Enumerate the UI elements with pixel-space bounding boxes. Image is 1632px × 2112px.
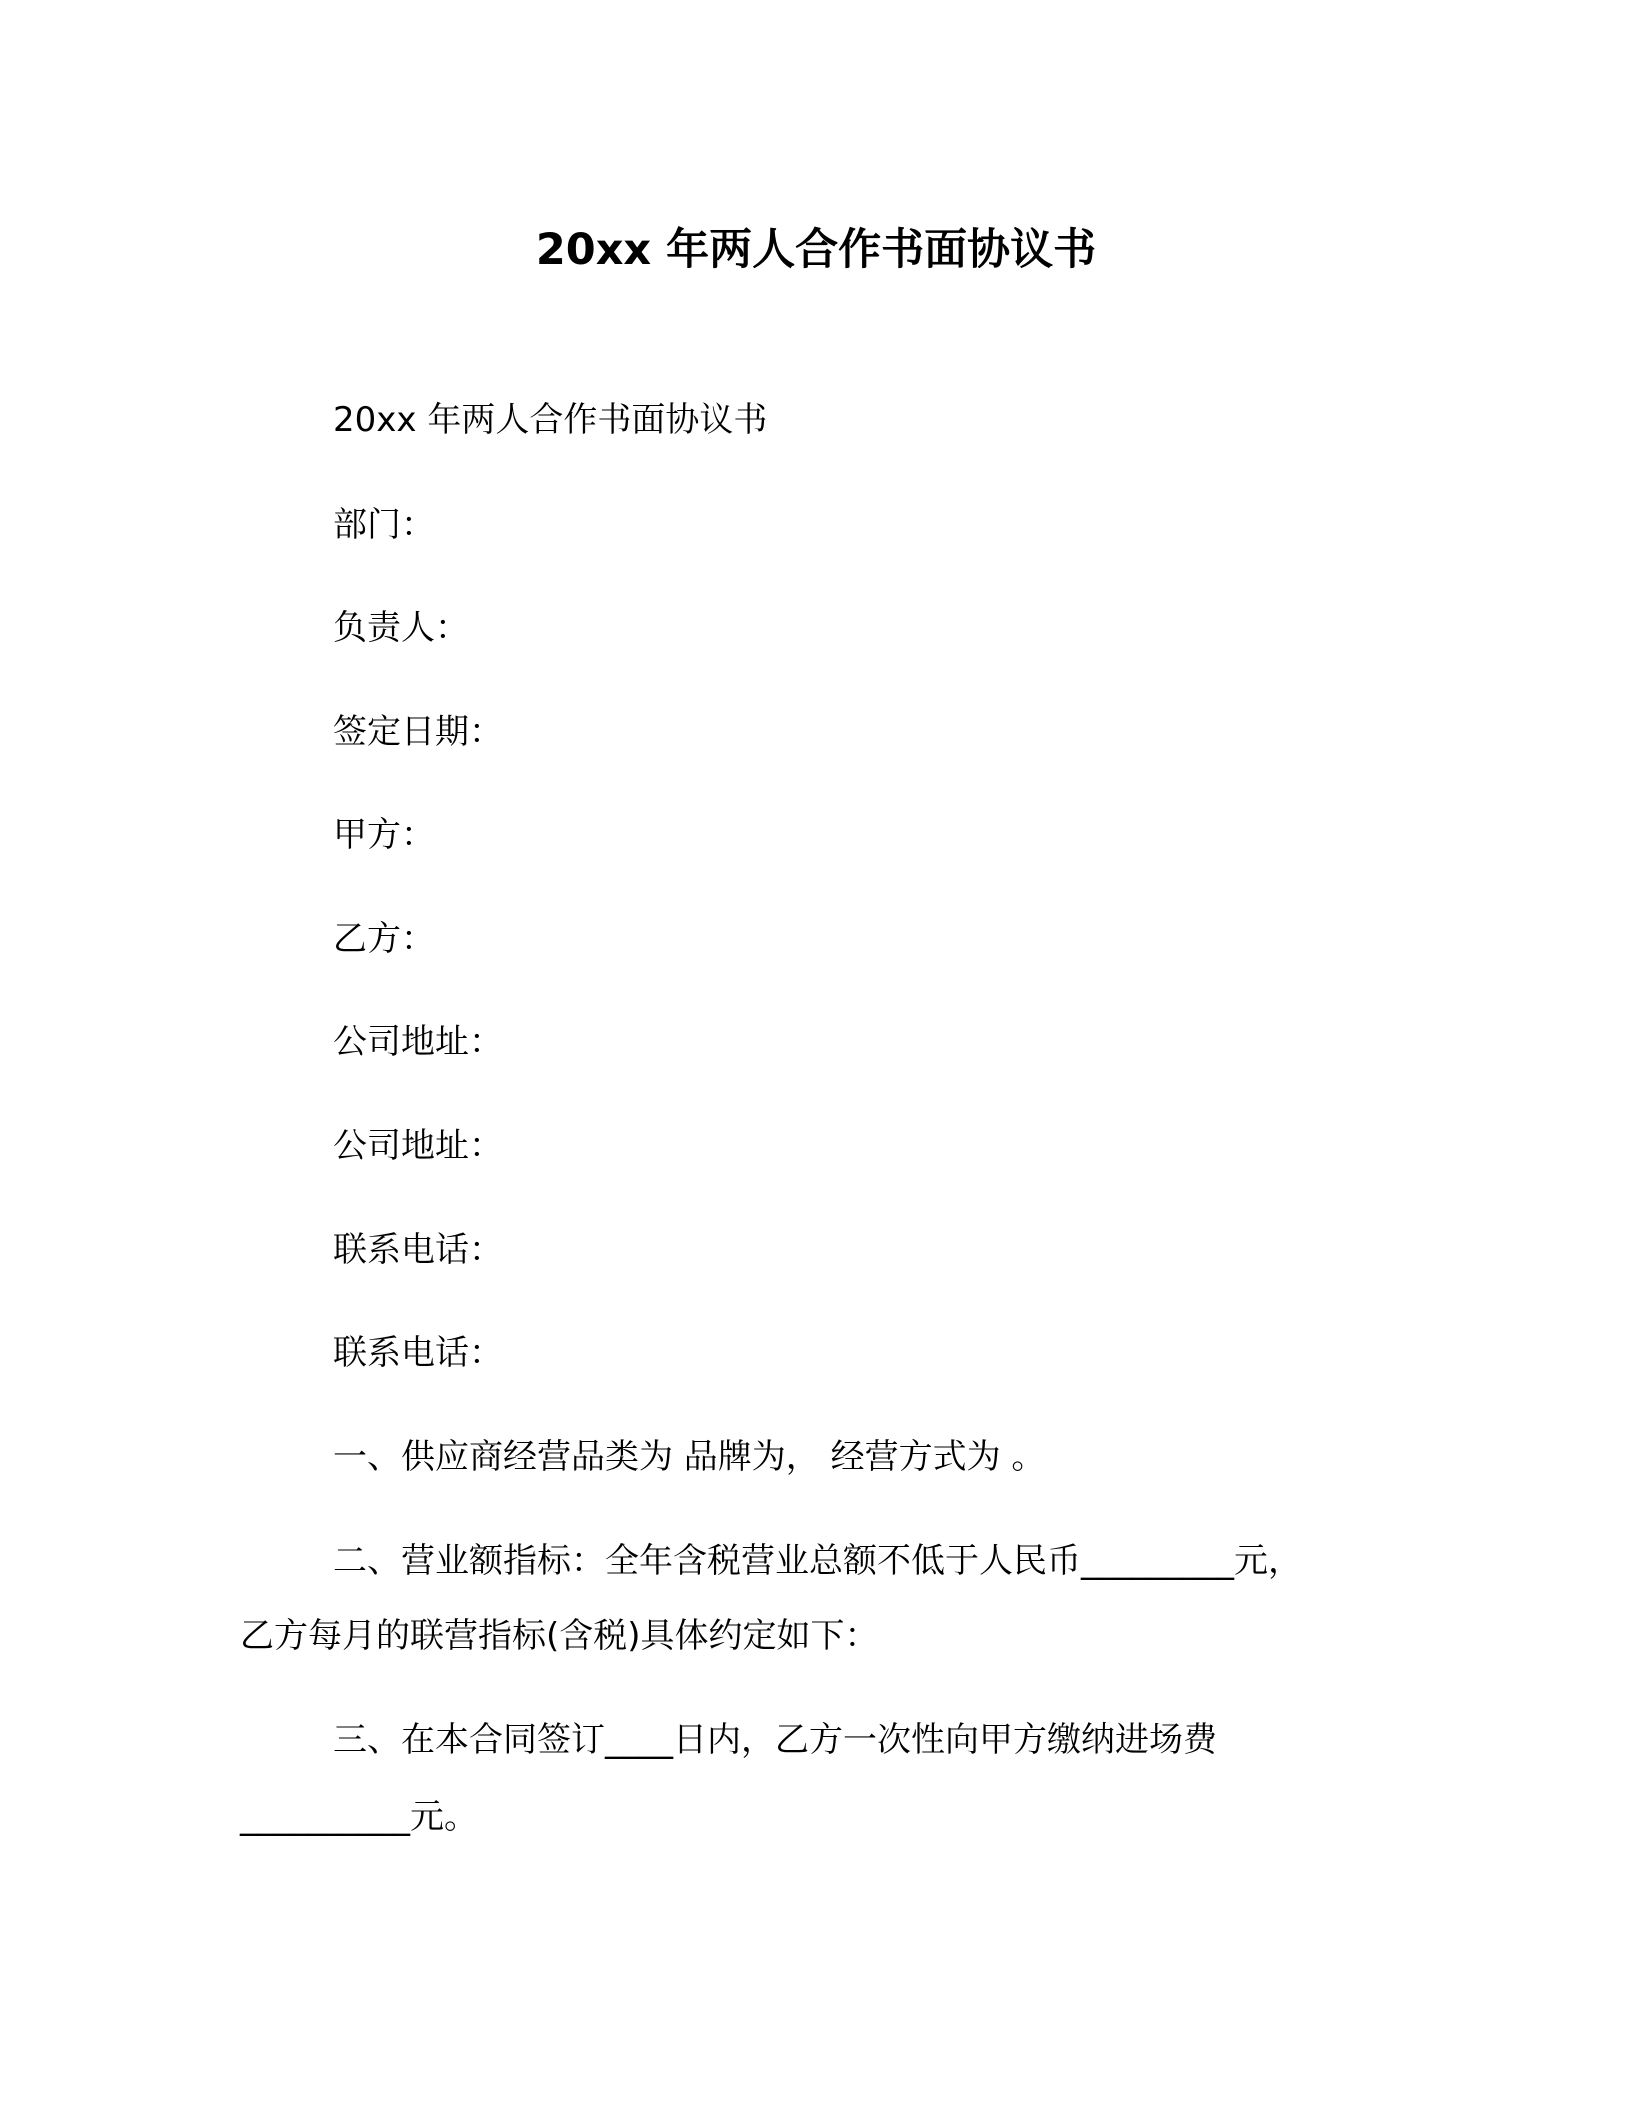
field-company-address-b: 公司地址： (333, 1126, 503, 1166)
field-phone-b: 联系电话： (333, 1333, 503, 1373)
clause-3-line-1: 三、在本合同签订____日内，乙方一次性向甲方缴纳进场费 (333, 1720, 1217, 1760)
document-subtitle: 20xx 年两人合作书面协议书 (333, 400, 768, 440)
field-person-in-charge: 负责人： (333, 608, 469, 648)
field-party-a: 甲方： (333, 815, 435, 855)
field-department: 部门： (333, 505, 435, 545)
clause-3-line-2: __________元。 (240, 1797, 478, 1837)
field-company-address-a: 公司地址： (333, 1022, 503, 1062)
clause-2-line-2: 乙方每月的联营指标(含税)具体约定如下： (240, 1616, 879, 1656)
clause-1: 一、供应商经营品类为 品牌为， 经营方式为 。 (333, 1437, 1046, 1477)
field-party-b: 乙方： (333, 919, 435, 959)
field-signing-date: 签定日期： (333, 712, 503, 752)
field-phone-a: 联系电话： (333, 1230, 503, 1270)
document-title: 20xx 年两人合作书面协议书 (535, 225, 1097, 275)
clause-2-line-1: 二、营业额指标：全年含税营业总额不低于人民币_________元， (333, 1541, 1302, 1581)
